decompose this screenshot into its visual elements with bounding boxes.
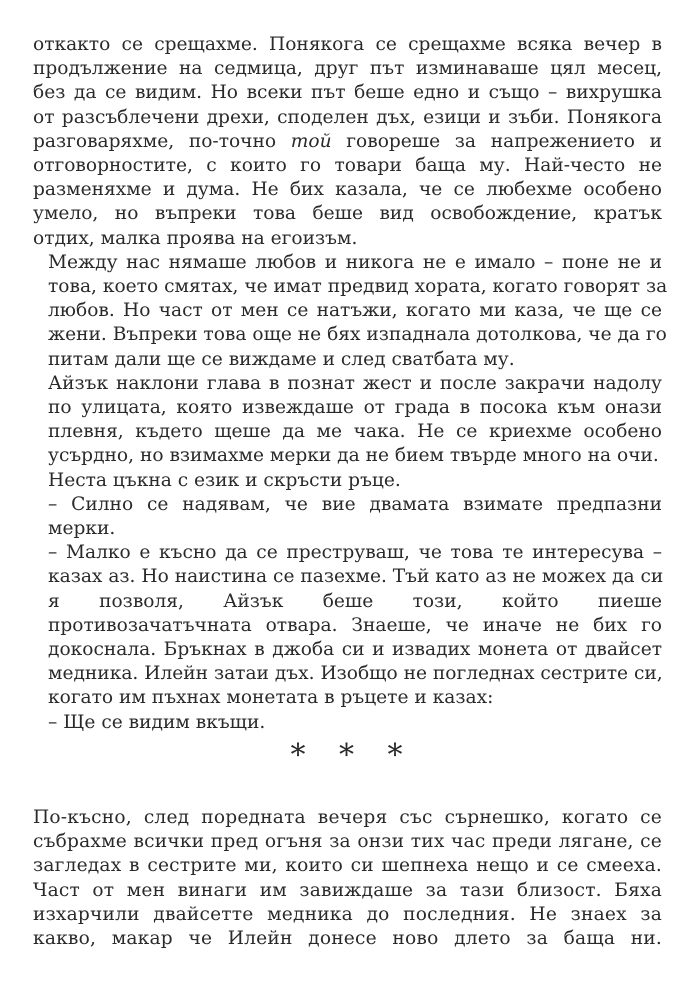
text-line: какво, макар че Илейн донесе ново длето за баща ни. [33,927,662,949]
paragraph-1 [33,33,662,251]
text-line: Неста цъкна с език и скръсти ръце. [48,469,401,491]
text-line: разговаряхме, по-точно той говореше за напрежението и [33,130,662,152]
paragraph-4 [33,469,662,493]
text-line: когато им пъхнах монетата в ръцете и казах: [48,687,494,709]
chapter-text-section-2 [33,806,662,951]
text-line: докоснала. Бръкнах в джоба си и извадих монета от двайсет [48,639,662,661]
text-line: продължение на седмица, друг път изминаваше цял месец, [33,58,662,80]
text-line: без да се видим. Но всеки път беше едно и също – вихрушка [33,82,662,104]
text-line: казах аз. Но наистина се пазехме. Тъй като аз не можех да си [48,566,664,588]
text-line: – Ще се видим вкъщи. [48,711,266,733]
paragraph-3 [33,372,662,469]
text-line: изхарчили двайсетте медника до последния. Не знаех за [33,903,662,925]
text-line: това, което смятах, че имат предвид хората, когато говорят за [48,276,668,298]
text-line: по улицата, която извеждаше от града в посока към онази [48,397,662,419]
text-line: мерки. [48,518,116,540]
text-line: По-късно, след поредната вечеря със сърнешко, когато се [33,806,662,828]
paragraph-2 [33,251,668,372]
text-line: жени. Въпреки това още не бях изпаднала дотолкова, че да го [48,324,667,346]
paragraph-5-dialogue [33,493,662,541]
text-line: – Малко е късно да се преструваш, че това те интересува – [48,542,662,564]
section-separator: * * * [290,737,415,773]
text-line: разменяхме и дума. Не бих казала, че се любехме особено [33,179,662,201]
text-line: откакто се срещахме. Понякога се срещахме всяка вечер в [33,34,662,55]
text-line: медника. Илейн затаи дъх. Изобщо не погледнах сестрите си, [48,663,663,685]
text-line: умело, но въпреки това беше вид освобождение, кратък [33,203,662,225]
text-line: Между нас нямаше любов и никога не е имало – поне не и [48,251,662,273]
text-line: противозачатъчната отвара. Знаеше, че иначе не бих го [48,614,662,636]
text-line: плевня, където щеше да ме чака. Не се криехме особено [48,421,662,443]
text-line: любов. Но част от мен се натъжи, когато ми каза, че ще се [48,300,662,322]
text-line: отдих, малка проява на егоизъм. [33,227,358,249]
text-line: – Силно се надявам, че вие двамата взимате предпазни [48,493,662,515]
text-line: я позволя, Айзък беше този, който пиеше [48,590,662,612]
paragraph-7-dialogue [33,711,662,735]
text-line: питам дали ще се виждаме и след сватбата му. [48,348,515,370]
text-line: отговорностите, с които го товари баща му. Най-често не [33,155,662,177]
text-line: от разсъблечени дрехи, споделен дъх, езици и зъби. Понякога [33,106,662,128]
text-line: загледах в сестрите ми, които си шепнеха нещо и се смееха. [33,855,662,877]
paragraph-8 [33,806,662,951]
text-line: събрахме всички пред огъня за онзи тих час преди лягане, се [33,831,662,853]
text-line: усърдно, но взимахме мерки да не бием твърде много на очи. [48,445,659,467]
chapter-text-section-1 [33,33,668,735]
text-line: Част от мен винаги им завиждаше за тази близост. Бяха [33,879,662,901]
paragraph-6-dialogue [33,541,662,710]
text-line: Айзък наклони глава в познат жест и после закрачи надолу [48,372,662,394]
